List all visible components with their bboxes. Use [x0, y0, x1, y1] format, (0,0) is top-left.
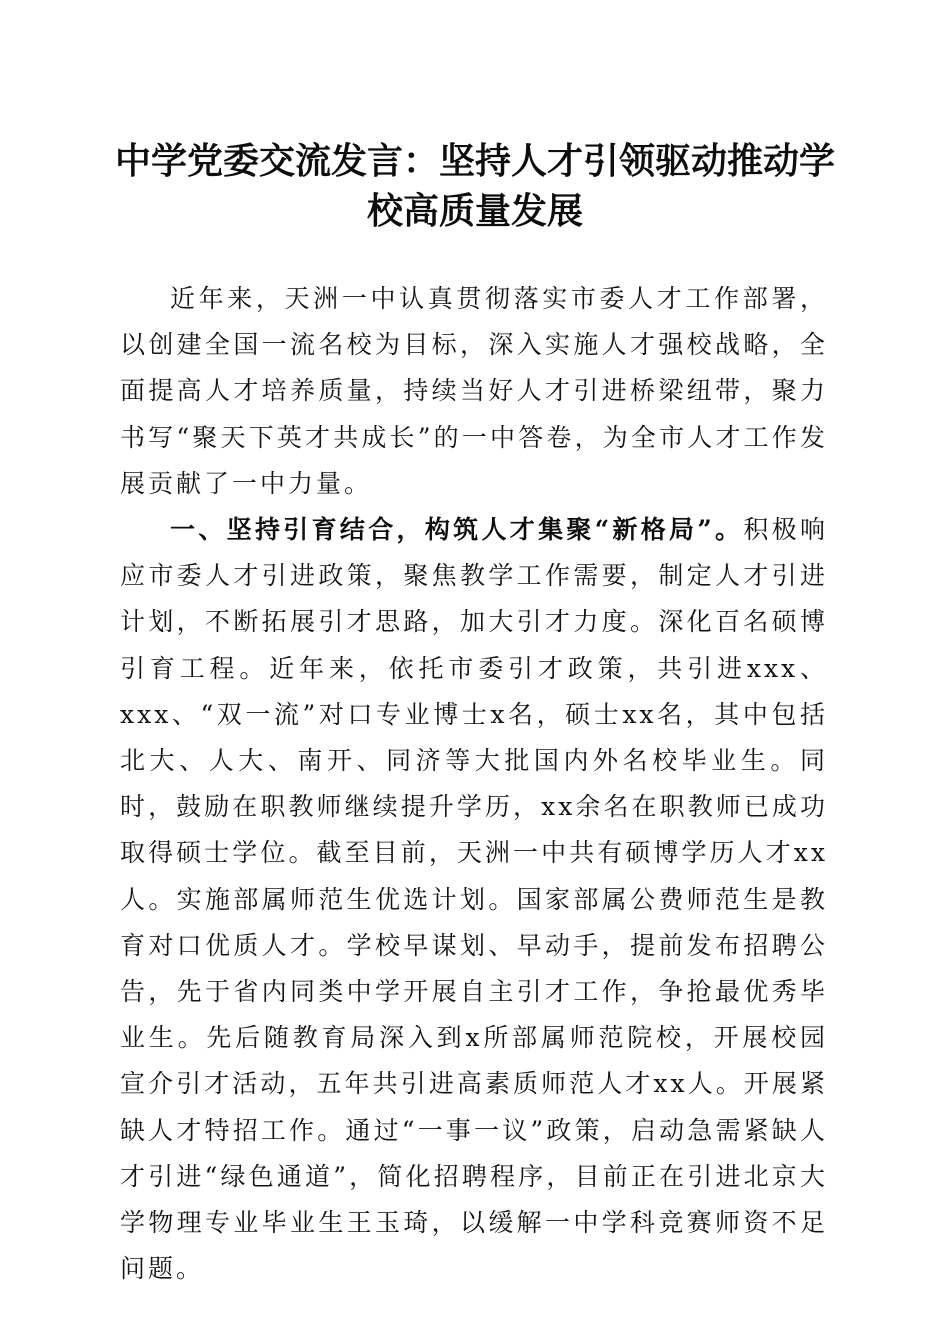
paragraph-intro-text: 近年来，天洲一中认真贯彻落实市委人才工作部署，以创建全国一流名校为目标，深入实施人才强校战略，全面提高人才培养质量，持续当好人才引进桥梁纽带，聚力书写“聚天下英才共成长”的一中答卷，为全市人才工作发展贡献了一中力量。 — [120, 284, 828, 498]
section-one-text: 积极响应市委人才引进政策，聚焦教学工作需要，制定人才引进计划，不断拓展引才思路，加大引才力度。深化百名硕博引育工程。近年来，依托市委引才政策，共引进xxx、xxx、“双一流”对口专业博士x名，硕士xx名，其中包括北大、人大、南开、同济等大批国内外名校毕业生。同时，鼓励在职教师继续提升学历，xx余名在职教师已成功取得硕士学位。截至目前，天洲一中共有硕博学历人才xx人。实施部属师范生优选计划。国家部属公费师范生是教育对口优质人才。学校早谋划、早动手，提前发布招聘公告，先于省内同类中学开展自主引才工作，争抢最优秀毕业生。先后随教育局深入到x所部属师范院校，开展校园宣介引才活动，五年共引进高素质师范人才xx人。开展紧缺人才特招工作。通过“一事一议”政策，启动急需紧缺人才引进“绿色通道”，简化招聘程序，目前正在引进北京大学物理专业毕业生王玉琦，以缓解一中学科竞赛师资不足问题。 — [120, 515, 828, 1284]
paragraph-section-one — [120, 507, 828, 1292]
document-body — [120, 276, 828, 1292]
paragraph-intro — [120, 276, 828, 507]
document-title: 中学党委交流发言：坚持人才引领驱动推动学校高质量发展 — [114, 140, 835, 232]
section-one-heading: 一、坚持引育结合，构筑人才集聚“新格局”。 — [170, 515, 744, 545]
